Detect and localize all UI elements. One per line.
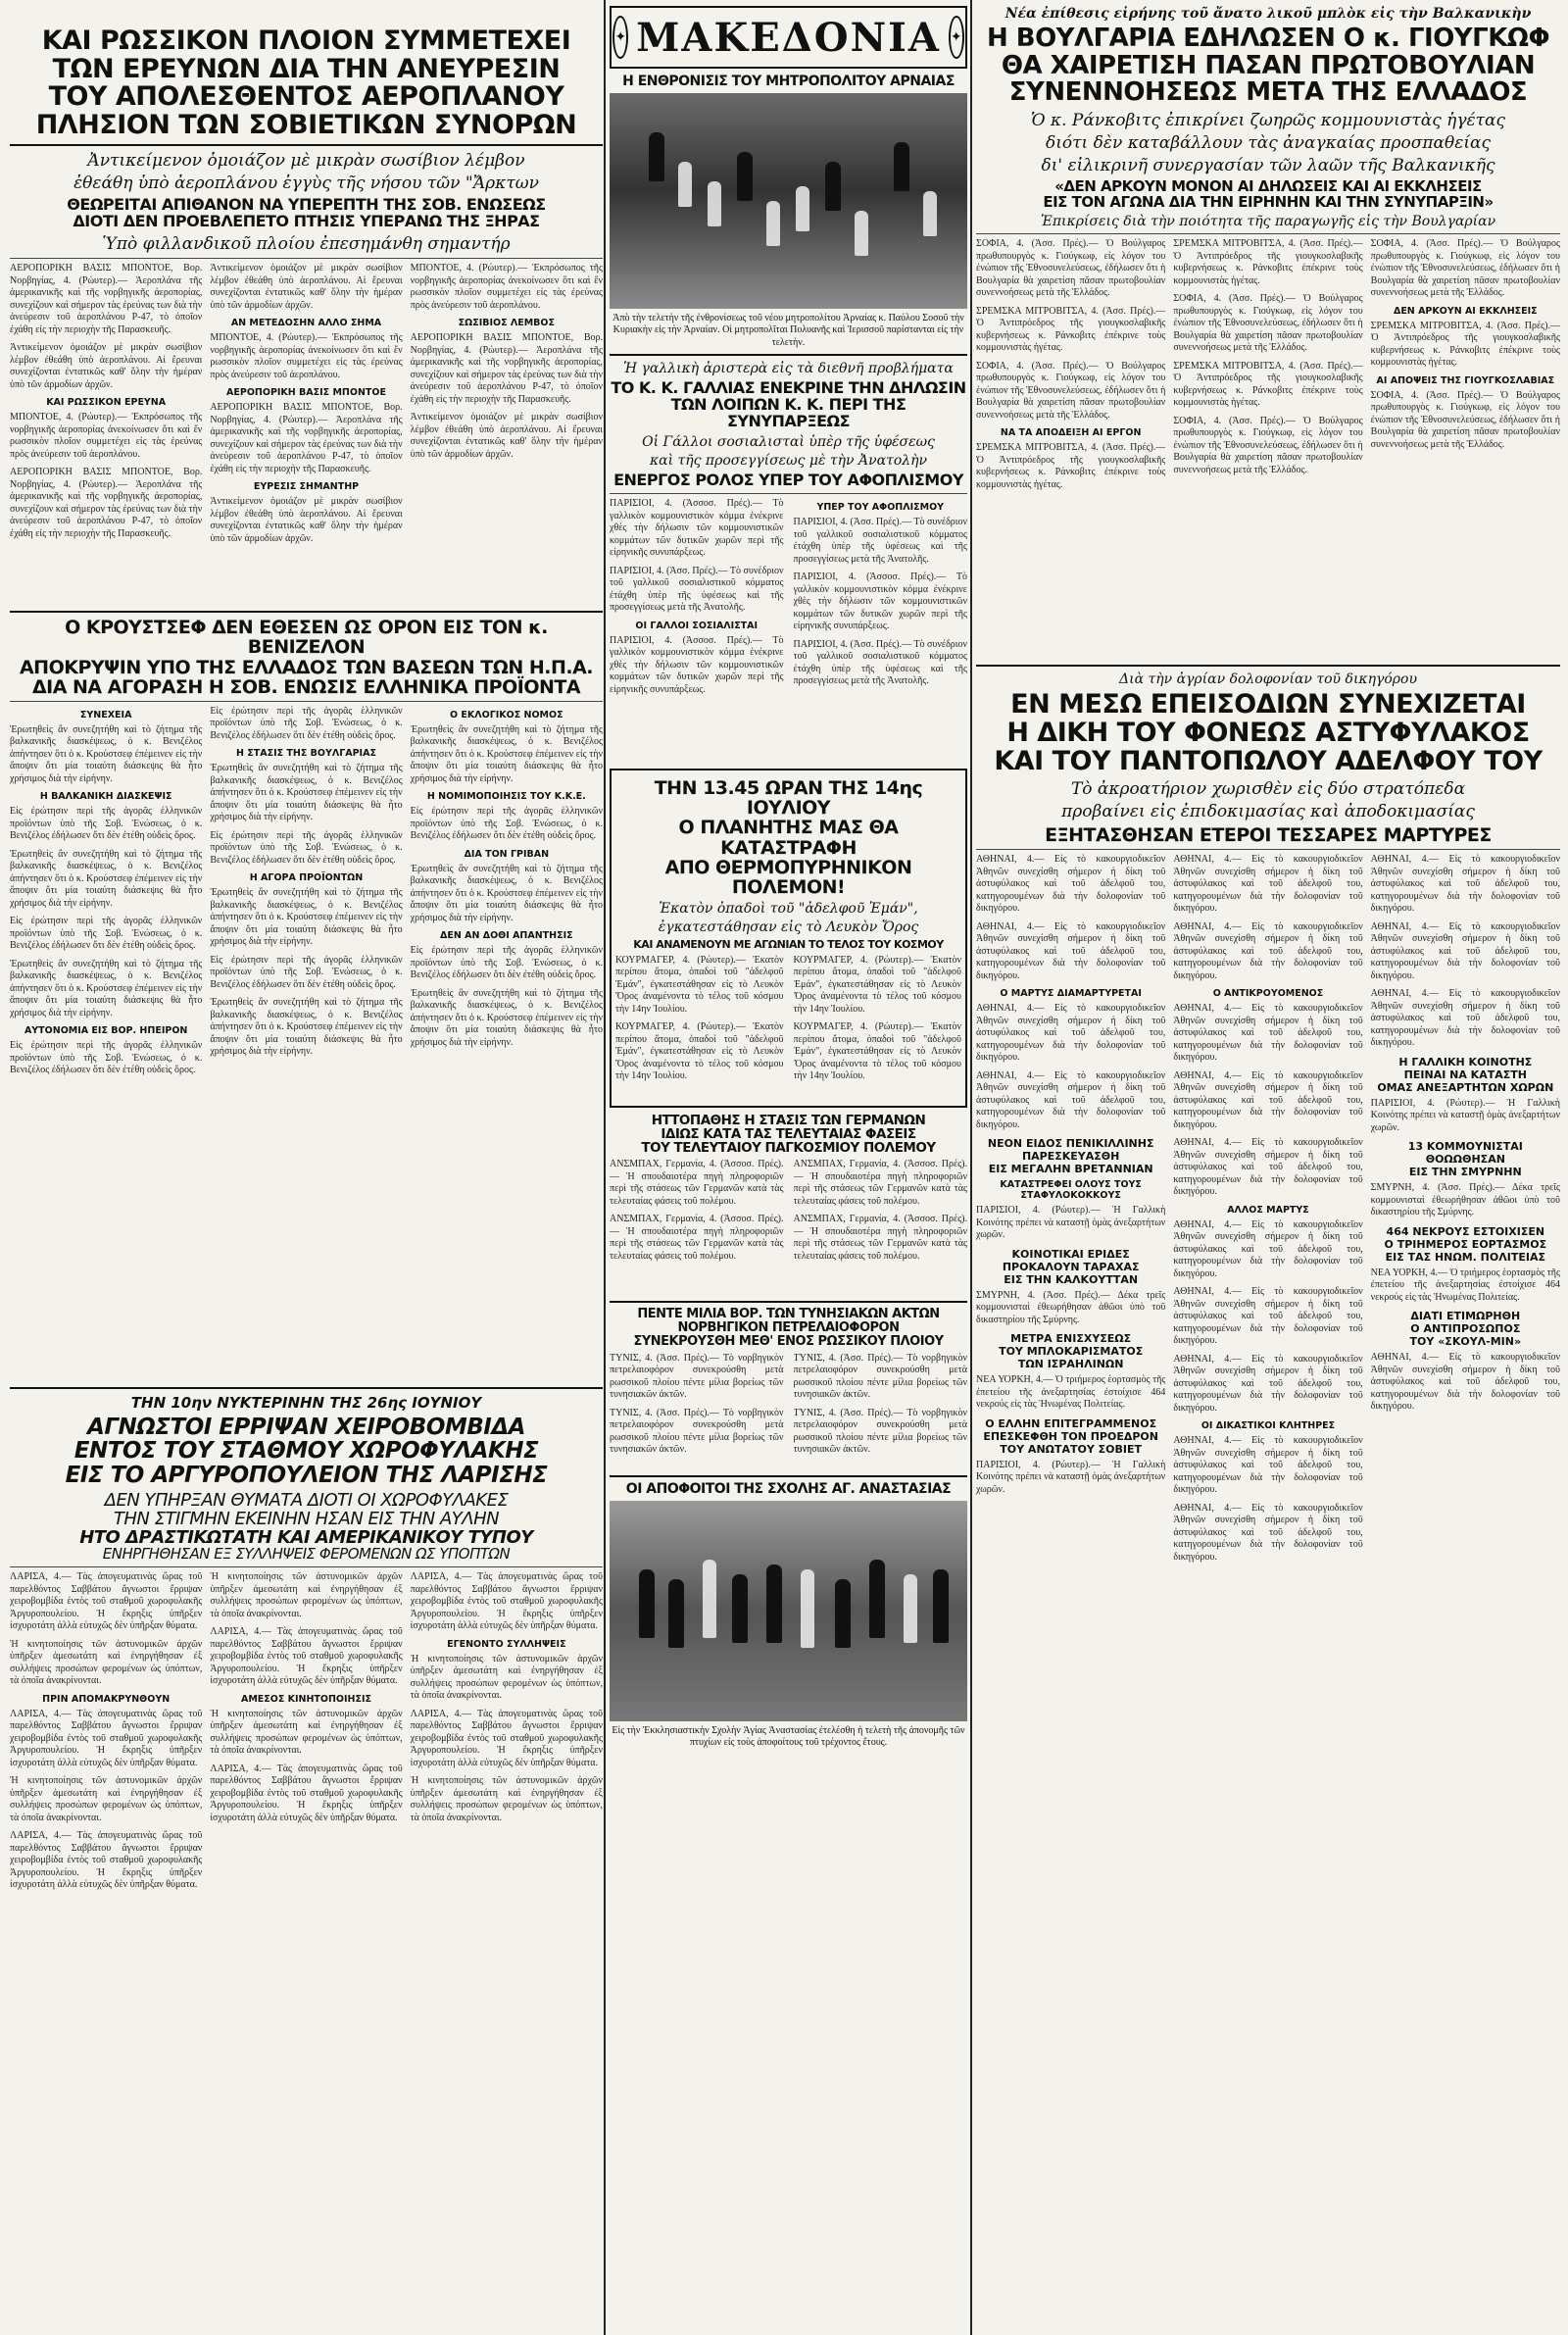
subheadline: Ἐπικρίσεις διὰ τὴν ποιότητα τῆς παραγωγῆς εἰς τὴν Βουλγαρίαν [1040, 214, 1496, 230]
section-heading: ΚΑΤΑΣΤΡΕΦΕΙ ΟΛΟΥΣ ΤΟΥΣ ΣΤΑΦΥΛΟΚΟΚΚΟΥΣ [1000, 1179, 1142, 1202]
deck-line: «ΔΕΝ ΑΡΚΟΥΝ ΜΟΝΟΝ ΑΙ ΔΗΛΩΣΕΙΣ ΚΑΙ ΑΙ ΕΚΚΛΗΣΕΙΣ [1054, 176, 1482, 195]
deck-line: ΔΙΟΤΙ ΔΕΝ ΠΡΟΕΒΛΕΠΕΤΟ ΠΤΗΣΙΣ ΥΠΕΡΑΝΩ ΤΗΣ ΞΗΡΑΣ [73, 212, 540, 231]
planet-headline [615, 778, 961, 897]
article-text: ΑΘΗΝΑΙ, 4.— Εἰς τὸ κακουργιοδικεῖον Ἀθηνῶν συνεχίσθη σήμερον ἡ δίκη τοῦ ἀστυφύλακος καὶ τοῦ ἀδελφοῦ του, κατηγορουμένων διὰ τὴν δολοφονίαν τοῦ δικηγόρου. [976, 854, 1166, 915]
article-text: ΚΟΥΡΜΑΓΕΡ, 4. (Ρώυτερ).— Ἑκατὸν περίπου ἄτομα, ὀπαδοὶ τοῦ "ἀδελφοῦ Ἐμάν", ἐγκατεστάθησαν εἰς τὸ Λευκὸν Ὄρος ἀναμένοντα τὸ τέλος τοῦ κόσμου τὴν 14ην Ἰουλίου. [615, 954, 784, 1015]
article-col [1173, 854, 1362, 2069]
article-text: Εἰς ἐρώτησιν περὶ τῆς ἀγορᾶς ἑλληνικῶν προϊόντων ὑπὸ τῆς Σοβ. Ἑνώσεως, ὁ κ. Βενιζέλος ἐδήλωσεν ὅτι δὲν ἐτέθη οὐδεὶς ὅρος. [210, 954, 403, 990]
heading-line: ΜΕΤΡΑ ΕΝΙΣΧΥΣΕΩΣ [1010, 1332, 1132, 1346]
photo-caption: Ἀπὸ τὴν τελετὴν τῆς ἐνθρονίσεως τοῦ νέου μητροπολίτου Ἀρναίας κ. Παύλου Σοσοῦ τὴν Κυριακὴν εἰς τὴν Ἀρναίαν. Οἱ μητροπολῖται Πολυανῆς καὶ Ἱερισσοῦ παρίστανται εἰς τὴν τελετὴν. [612, 312, 964, 348]
dead-heading [1371, 1225, 1560, 1264]
right-headline [976, 25, 1560, 107]
article-col [610, 498, 784, 763]
enthronement-photo [610, 93, 967, 309]
article-columns [610, 1353, 967, 1470]
article-text: ΣΡΕΜΣΚΑ ΜΙΤΡΟΒΙΤΣΑ, 4. (Ἀσσ. Πρές).— Ὁ Ἀντιπρόεδρος τῆς γιουγκοσλαβικῆς κυβερνήσεως κ. Ράνκοβιτς ἐπέκρινε τοὺς κομμουνιστὰς ἡγέτας. [1173, 238, 1363, 286]
article-text: Ἡ κινητοποίησις τῶν ἀστυνομικῶν ἀρχῶν ὑπῆρξεν ἀμεσωτάτη καὶ ἐνηργήθησαν ἐξ συλλήψεις προσώπων φερομένων ὡς ὑπόπτων, τὰ ὁποῖα ἀνακρίνονται. [410, 1775, 603, 1823]
article-text: Ἐρωτηθεὶς ἂν συνεζητήθη καὶ τὸ ζήτημα τῆς βαλκανικῆς διασκέψεως, ὁ κ. Βενιζέλος ἀπήντησεν ὅτι ὁ κ. Κρούστσεφ ἐπέμεινεν εἰς τὴν ἄποψιν ὅτι μία τοιαύτη διάσκεψις θὰ ἦτο χρήσιμος διὰ τὴν εἰρήνην. [210, 763, 403, 823]
article-col [794, 498, 968, 763]
article-text: ΜΠΟΝΤΟΕ, 4. (Ρώυτερ).— Ἐκπρόσωπος τῆς νορβηγικῆς ἀεροπορίας ἀνεκοίνωσεν ὅτι καὶ ἕν ρωσσικὸν πλοῖον συμμετέχει εἰς τὰς ἐρεύνας πρὸς ἀνεύρεσιν τοῦ ἀεροπλάνου. [10, 412, 203, 460]
heading-line: ΤΟΥ ΜΠΛΟΚΑΡΙΣΜΑΤΟΣ [999, 1345, 1144, 1359]
article-text: ΛΑΡΙΣΑ, 4.— Τὰς ἀπογευματινὰς ὥρας τοῦ παρελθόντος Σαββάτου ἄγνωστοι ἔρριψαν χειροβομβίδα ἐντὸς τοῦ σταθμοῦ χωροφυλακῆς Ἀργυροπουλείου. Ἡ ἔκρηξις ὑπῆρξεν ἰσχυροτάτη ἀλλὰ εὐτυχῶς δὲν ὑπῆρξαν θύματα. [410, 1571, 603, 1632]
headline-line: ΕΙΣ ΤΟ ΑΡΓΥΡΟΠΟΥΛΕΙΟΝ ΤΗΣ ΛΑΡΙΣΗΣ [65, 1462, 548, 1488]
article-text: ΣΜΥΡΝΗ, 4. (Ἀσσ. Πρές).— Δέκα τρεῖς κομμουνισταὶ ἐθεωρήθησαν ἀθῶοι ὑπὸ τοῦ δικαστηρίου τῆς Σμύρνης. [976, 1289, 1166, 1325]
left-deck [10, 197, 603, 230]
article-text: Εἰς ἐρώτησιν περὶ τῆς ἀγορᾶς ἑλληνικῶν προϊόντων ὑπὸ τῆς Σοβ. Ἑνώσεως, ὁ κ. Βενιζέλος ἐδήλωσεν ὅτι δὲν ἐτέθη οὐδεὶς ὅρος. [210, 829, 403, 866]
headline-line: ΑΠΟ ΘΕΡΜΟΠΥΡΗΝΙΚΟΝ ΠΟΛΕΜΟΝ! [664, 856, 912, 898]
article-text: Ἐρωτηθεὶς ἂν συνεζητήθη καὶ τὸ ζήτημα τῆς βαλκανικῆς διασκέψεως, ὁ κ. Βενιζέλος ἀπήντησεν ὅτι ὁ κ. Κρούστσεφ ἐπέμεινεν εἰς τὴν ἄποψιν ὅτι μία τοιαύτη διάσκεψις θὰ ἦτο χρήσιμος διὰ τὴν εἰρήνην. [10, 848, 203, 909]
article-text: ΣΡΕΜΣΚΑ ΜΙΤΡΟΒΙΤΣΑ, 4. (Ἀσσ. Πρές).— Ὁ Ἀντιπρόεδρος τῆς γιουγκοσλαβικῆς κυβερνήσεως κ. Ράνκοβιτς ἐπέκρινε τοὺς κομμουνιστὰς ἡγέτας. [1370, 320, 1560, 369]
french-heading [1371, 1056, 1560, 1094]
deck-line: ΕΝΗΡΓΗΘΗΣΑΝ ΕΞ ΣΥΛΛΗΨΕΙΣ ΦΕΡΟΜΕΝΩΝ ΩΣ ΥΠΟΠΤΩΝ [102, 1545, 511, 1564]
article-text: ΑΘΗΝΑΙ, 4.— Εἰς τὸ κακουργιοδικεῖον Ἀθηνῶν συνεχίσθη σήμερον ἡ δίκη τοῦ ἀστυφύλακος καὶ τοῦ ἀδελφοῦ του, κατηγορουμένων διὰ τὴν δολοφονίαν τοῦ δικηγόρου. [1173, 1069, 1363, 1130]
article-text: ΑΘΗΝΑΙ, 4.— Εἰς τὸ κακουργιοδικεῖον Ἀθηνῶν συνεχίσθη σήμερον ἡ δίκη τοῦ ἀστυφύλακος καὶ τοῦ ἀδελφοῦ του, κατηγορουμένων διὰ τὴν δολοφονίαν τοῦ δικηγόρου. [976, 920, 1166, 981]
article-text: ΤΥΝΙΣ, 4. (Ἀσσ. Πρές).— Τὸ νορβηγικὸν πετρελαιοφόρον συνεκρούσθη μετὰ ρωσσικοῦ πλοίου πέντε μίλια βορείως τῶν τυνησιακῶν ἀκτῶν. [610, 1407, 784, 1456]
section-heading: ΑΙ ΑΠΟΨΕΙΣ ΤΗΣ ΓΙΟΥΓΚΟΣΛΑΒΙΑΣ [1376, 374, 1555, 386]
deck-line: ΘΕΩΡΕΙΤΑΙ ΑΠΙΘΑΝΟΝ ΝΑ ΥΠΕΡΕΠΤΗ ΤΗΣ ΣΟΒ. ΕΝΩΣΕΩΣ [67, 195, 546, 215]
section-heading: ΔΕΝ ΑΝ ΔΟΘΙ ΑΠΑΝΤΗΣΙΣ [440, 930, 573, 942]
article-text: ΤΥΝΙΣ, 4. (Ἀσσ. Πρές).— Τὸ νορβηγικὸν πετρελαιοφόρον συνεκρούσθη μετὰ ρωσσικοῦ πλοίου πέντε μίλια βορείως τῶν τυνησιακῶν ἀκτῶν. [793, 1407, 967, 1456]
article-text: ΜΠΟΝΤΟΕ, 4. (Ρώυτερ).— Ἐκπρόσωπος τῆς νορβηγικῆς ἀεροπορίας ἀνεκοίνωσεν ὅτι καὶ ἕν ρωσσικὸν πλοῖον συμμετέχει εἰς τὰς ἐρεύνας πρὸς ἀνεύρεσιν τοῦ ἀεροπλάνου. [210, 332, 403, 380]
article-text: Εἰς ἐρώτησιν περὶ τῆς ἀγορᾶς ἑλληνικῶν προϊόντων ὑπὸ τῆς Σοβ. Ἑνώσεως, ὁ κ. Βενιζέλος ἐδήλωσεν ὅτι δὲν ἐτέθη οὐδεὶς ὅρος. [10, 806, 203, 842]
section-heading: Η ΣΤΑΣΙΣ ΤΗΣ ΒΟΥΛΓΑΡΙΑΣ [236, 748, 376, 760]
right-deck [976, 176, 1560, 211]
section-heading: ΥΠΕΡ ΤΟΥ ΑΦΟΠΛΙΣΜΟΥ [816, 502, 945, 514]
divider [10, 1387, 603, 1389]
divider [10, 258, 603, 259]
article-text: Ἡ κινητοποίησις τῶν ἀστυνομικῶν ἀρχῶν ὑπῆρξεν ἀμεσωτάτη καὶ ἐνηργήθησαν ἐξ συλλήψεις προσώπων φερομένων ὡς ὑπόπτων, τὰ ὁποῖα ἀνακρίνονται. [10, 1775, 203, 1823]
section-heading: ΑΛΛΟΣ ΜΑΡΤΥΣ [1227, 1204, 1309, 1216]
article-col [794, 955, 962, 1102]
left-deck-3 [10, 1491, 603, 1563]
headline-line: ΤΩΝ ΛΟΙΠΩΝ Κ. Κ. ΠΕΡΙ ΤΗΣ ΣΥΝΥΠΑΡΞΕΩΣ [670, 395, 906, 431]
headline-line: ΤΩΝ ΕΡΕΥΝΩΝ ΔΙΑ ΤΗΝ ΑΝΕΥΡΕΣΙΝ [52, 53, 561, 84]
article-text: Ἀντικείμενον ὁμοιάζον μὲ μικρὰν σωσίβιον λέμβον ἐθεάθη ὑπὸ ἀεροπλάνου. Αἱ ἔρευναι συνεχίζονται ἐντατικῶς καθ' ὅλην τὴν ἡμέραν ὑπὸ τῶν ἀρμοδίων ἀρχῶν. [410, 412, 603, 460]
section-heading: Η ΝΟΜΙΜΟΠΟΙΗΣΙΣ ΤΟΥ Κ.Κ.Ε. [426, 791, 586, 803]
subheadline: Ἑκατὸν ὀπαδοὶ τοῦ "ἀδελφοῦ Ἐμάν", [659, 900, 918, 917]
section-heading: ΑΥΤΟΝΟΜΙΑ ΕΙΣ ΒΟΡ. ΗΠΕΙΡΟΝ [24, 1025, 188, 1037]
article-text: ΑΘΗΝΑΙ, 4.— Εἰς τὸ κακουργιοδικεῖον Ἀθηνῶν συνεχίσθη σήμερον ἡ δίκη τοῦ ἀστυφύλακος καὶ τοῦ ἀδελφοῦ του, κατηγορουμένων διὰ τὴν δολοφονίαν τοῦ δικηγόρου. [1370, 988, 1560, 1049]
divider [610, 354, 967, 356]
article-col [610, 1159, 784, 1296]
article-text: ΛΑΡΙΣΑ, 4.— Τὰς ἀπογευματινὰς ὥρας τοῦ παρελθόντος Σαββάτου ἄγνωστοι ἔρριψαν χειροβομβίδα ἐντὸς τοῦ σταθμοῦ χωροφυλακῆς Ἀργυροπουλείου. Ἡ ἔκρηξις ὑπῆρξεν ἰσχυροτάτη ἀλλὰ εὐτυχῶς δὲν ὑπῆρξαν θύματα. [210, 1763, 403, 1823]
divider [10, 144, 603, 146]
section-heading: Ο ΑΝΤΙΚΡΟΥΟΜΕΝΟΣ [1212, 988, 1324, 1000]
headline-line: ΝΟΡΒΗΓΙΚΟΝ ΠΕΤΡΕΛΑΙΟΦΟΡΟΝ [677, 1320, 900, 1336]
article-text: ΑΕΡΟΠΟΡΙΚΗ ΒΑΣΙΣ ΜΠΟΝΤΟΕ, Βορ. Νορβηγίας, 4. (Ρώυτερ).— Ἀεροπλάνα τῆς ἀμερικανικῆς καὶ τῆς νορβηγικῆς ἀεροπορίας, συνεχίζουν καὶ σήμερον τὰς ἐρεύνας των διὰ τὴν ἀνεύρεσιν τοῦ ἀεροπλάνου P-47, τὸ ὁποῖον ἐχάθη εἰς τὴν περιοχὴν τῆς Παρασκευῆς. [210, 402, 403, 474]
heading-line: ΕΙΣ ΤΗΝ ΣΜΥΡΝΗΝ [1408, 1166, 1522, 1179]
headline-line: ΤΟΥ ΑΠΟΛΕΣΘΕΝΤΟΣ ΑΕΡΟΠΛΑΝΟΥ [48, 81, 564, 113]
article-text: ΑΝΣΜΠΑΧ, Γερμανία, 4. (Ἀσσοσ. Πρές).— Ἡ σπουδαιοτέρα πηγὴ πληροφοριῶν περὶ τῆς στάσεως τῶν Γερμανῶν κατὰ τὰς τελευταίας φάσεις τοῦ πολέμου. [793, 1159, 967, 1207]
subheadline: Ὁ κ. Ράνκοβιτς ἐπικρίνει ζωηρῶς κομμουνιστὰς ἡγέτας [1030, 110, 1506, 130]
left-column [10, 0, 603, 2160]
communists-heading [1371, 1140, 1560, 1178]
masthead [610, 6, 967, 69]
article-text: ΣΟΦΙΑ, 4. (Ἀσσ. Πρές).— Ὁ Βούλγαρος πρωθυπουργὸς κ. Γιούγκωφ, εἰς λόγον του ἐνώπιον τῆς Ἐθνοσυνελεύσεως, ἐδήλωσεν ὅτι ἡ Βουλγαρία θὰ χαιρετίση πᾶσαν πρωτοβουλίαν συνεννοήσεως μετὰ τῆς Ἑλλάδος. [976, 238, 1166, 299]
headline-line: Η ΔΙΚΗ ΤΟΥ ΦΟΝΕΩΣ ΑΣΤΥΦΥΛΑΚΟΣ [1006, 718, 1530, 749]
article-text: ΑΘΗΝΑΙ, 4.— Εἰς τὸ κακουργιοδικεῖον Ἀθηνῶν συνεχίσθη σήμερον ἡ δίκη τοῦ ἀστυφύλακος καὶ τοῦ ἀδελφοῦ του, κατηγορουμένων διὰ τὴν δολοφονίαν τοῦ δικηγόρου. [1173, 920, 1363, 981]
subheadline: δι' εἰλικρινῆ συνεργασίαν τῶν λαῶν τῆς Βαλκανικῆς [1041, 155, 1495, 175]
emblem-icon: ✦ [612, 16, 628, 59]
heading-line: 464 ΝΕΚΡΟΥΣ ΕΣΤΟΙΧΙΣΕΝ [1386, 1224, 1545, 1238]
article-columns [610, 498, 967, 763]
article-text: ΑΘΗΝΑΙ, 4.— Εἰς τὸ κακουργιοδικεῖον Ἀθηνῶν συνεχίσθη σήμερον ἡ δίκη τοῦ ἀστυφύλακος καὶ τοῦ ἀδελφοῦ του, κατηγορουμένων διὰ τὴν δολοφονίαν τοῦ δικηγόρου. [1370, 854, 1560, 915]
section-heading: ΑΕΡΟΠΟΡΙΚΗ ΒΑΣΙΣ ΜΠΟΝΤΟΕ [226, 387, 386, 399]
kicker: Νέα ἐπίθεσις εἰρήνης τοῦ ἄνατο λικοῦ μπλὸκ εἰς τὴν Βαλκανικὴν [1004, 6, 1532, 22]
heading-line: ΤΩΝ ΙΣΡΑΗΛΙΝΩΝ [1017, 1358, 1124, 1371]
headline-line: ΣΥΝΕΝΝΟΗΣΕΩΣ ΜΕΤΑ ΤΗΣ ΕΛΛΑΔΟΣ [1008, 77, 1528, 108]
article-text: ΣΡΕΜΣΚΑ ΜΙΤΡΟΒΙΤΣΑ, 4. (Ἀσσ. Πρές).— Ὁ Ἀντιπρόεδρος τῆς γιουγκοσλαβικῆς κυβερνήσεως κ. Ράνκοβιτς ἐπέκρινε τοὺς κομμουνιστὰς ἡγέτας. [976, 442, 1166, 490]
article-text: ΚΟΥΡΜΑΓΕΡ, 4. (Ρώυτερ).— Ἑκατὸν περίπου ἄτομα, ὀπαδοὶ τοῦ "ἀδελφοῦ Ἐμάν", ἐγκατεστάθησαν εἰς τὸ Λευκὸν Ὄρος ἀναμένοντα τὸ τέλος τοῦ κόσμου τὴν 14ην Ἰουλίου. [615, 1021, 784, 1082]
left-headline [10, 27, 603, 139]
article-text: ΛΑΡΙΣΑ, 4.— Τὰς ἀπογευματινὰς ὥρας τοῦ παρελθόντος Σαββάτου ἄγνωστοι ἔρριψαν χειροβομβίδα ἐντὸς τοῦ σταθμοῦ χωροφυλακῆς Ἀργυροπουλείου. Ἡ ἔκρηξις ὑπῆρξεν ἰσχυροτάτη ἀλλὰ εὐτυχῶς δὲν ὑπῆρξαν θύματα. [10, 1571, 203, 1632]
divider [976, 849, 1560, 850]
heading-line: ΕΙΣ ΤΑΣ ΗΝΩΜ. ΠΟΛΙΤΕΙΑΣ [1385, 1250, 1545, 1264]
photo-header: ΟΙ ΑΠΟΦΟΙΤΟΙ ΤΗΣ ΣΧΟΛΗΣ ΑΓ. ΑΝΑΣΤΑΣΙΑΣ [625, 1480, 952, 1497]
article-columns [10, 1571, 603, 2160]
heading-line: 13 ΚΟΜΜΟΥΝΙΣΤΑΙ [1407, 1140, 1523, 1154]
divider [610, 1475, 967, 1477]
article-col [976, 238, 1165, 660]
heading-line: ΠΡΟΚΑΛΟΥΝ ΤΑΡΑΧΑΣ [1002, 1260, 1140, 1273]
column-divider [604, 0, 606, 2335]
article-text: Εἰς ἐρώτησιν περὶ τῆς ἀγορᾶς ἑλληνικῶν προϊόντων ὑπὸ τῆς Σοβ. Ἑνώσεως, ὁ κ. Βενιζέλος ἐδήλωσεν ὅτι δὲν ἐτέθη οὐδεὶς ὅρος. [10, 1040, 203, 1076]
deck-line: ΤΗΝ ΣΤΙΓΜΗΝ ΕΚΕΙΝΗΝ ΗΣΑΝ ΕΙΣ ΤΗΝ ΑΥΛΗΝ [113, 1509, 500, 1530]
heading-line: ΕΙΣ ΜΕΓΑΛΗΝ ΒΡΕΤΑΝΝΙΑΝ [988, 1163, 1153, 1176]
headline-line: ΑΓΝΩΣΤΟΙ ΕΡΡΙΨΑΝ ΧΕΙΡΟΒΟΜΒΙΔΑ [87, 1414, 525, 1440]
right-column [976, 0, 1560, 2069]
subheadline: καὶ τῆς προσεγγίσεως μὲ τὴν Ἀνατολὴν [649, 453, 928, 470]
article-text: ΑΘΗΝΑΙ, 4.— Εἰς τὸ κακουργιοδικεῖον Ἀθηνῶν συνεχίσθη σήμερον ἡ δίκη τοῦ ἀστυφύλακος καὶ τοῦ ἀδελφοῦ του, κατηγορουμένων διὰ τὴν δολοφονίαν τοῦ δικηγόρου. [1173, 1435, 1363, 1496]
headline-line: Ο ΠΛΑΝΗΤΗΣ ΜΑΣ ΘΑ ΚΑΤΑΣΤΡΑΦΗ [678, 817, 899, 859]
article-text: ΣΟΦΙΑ, 4. (Ἀσσ. Πρές).— Ὁ Βούλγαρος πρωθυπουργὸς κ. Γιούγκωφ, εἰς λόγον του ἐνώπιον τῆς Ἐθνοσυνελεύσεως, ἐδήλωσεν ὅτι ἡ Βουλγαρία θὰ χαιρετίση πᾶσαν πρωτοβουλίαν συνεννοήσεως μετὰ τῆς Ἑλλάδος. [1173, 415, 1363, 475]
article-text: Ἡ κινητοποίησις τῶν ἀστυνομικῶν ἀρχῶν ὑπῆρξεν ἀμεσωτάτη καὶ ἐνηργήθησαν ἐξ συλλήψεις προσώπων φερομένων ὡς ὑπόπτων, τὰ ὁποῖα ἀνακρίνονται. [10, 1638, 203, 1687]
headline-line: ΔΙΑ ΝΑ ΑΓΟΡΑΣΗ Η ΣΟΒ. ΕΝΩΣΙΣ ΕΛΛΗΝΙΚΑ ΠΡΟΪΟΝΤΑ [31, 675, 581, 698]
article-text: ΤΥΝΙΣ, 4. (Ἀσσ. Πρές).— Τὸ νορβηγικὸν πετρελαιοφόρον συνεκρούσθη μετὰ ρωσσικοῦ πλοίου πέντε μίλια βορείως τῶν τυνησιακῶν ἀκτῶν. [610, 1352, 784, 1401]
article-text: ΑΘΗΝΑΙ, 4.— Εἰς τὸ κακουργιοδικεῖον Ἀθηνῶν συνεχίσθη σήμερον ἡ δίκη τοῦ ἀστυφύλακος καὶ τοῦ ἀδελφοῦ του, κατηγορουμένων διὰ τὴν δολοφονίαν τοῦ δικηγόρου. [1173, 1502, 1363, 1563]
article-text: ΑΕΡΟΠΟΡΙΚΗ ΒΑΣΙΣ ΜΠΟΝΤΟΕ, Βορ. Νορβηγίας, 4. (Ρώυτερ).— Ἀεροπλάνα τῆς ἀμερικανικῆς καὶ τῆς νορβηγικῆς ἀεροπορίας, συνεχίζουν καὶ σήμερον τὰς ἐρεύνας των διὰ τὴν ἀνεύρεσιν τοῦ ἀεροπλάνου P-47, τὸ ὁποῖον ἐχάθη εἰς τὴν περιοχὴν τῆς Παρασκευῆς. [410, 332, 603, 405]
article-text: ΑΘΗΝΑΙ, 4.— Εἰς τὸ κακουργιοδικεῖον Ἀθηνῶν συνεχίσθη σήμερον ἡ δίκη τοῦ ἀστυφύλακος καὶ τοῦ ἀδελφοῦ του, κατηγορουμένων διὰ τὴν δολοφονίαν τοῦ δικηγόρου. [1370, 1352, 1560, 1413]
article-text: ΑΘΗΝΑΙ, 4.— Εἰς τὸ κακουργιοδικεῖον Ἀθηνῶν συνεχίσθη σήμερον ἡ δίκη τοῦ ἀστυφύλακος καὶ τοῦ ἀδελφοῦ του, κατηγορουμένων διὰ τὴν δολοφονίαν τοῦ δικηγόρου. [976, 1069, 1166, 1130]
article-col [411, 706, 603, 1382]
article-text: ΑΘΗΝΑΙ, 4.— Εἰς τὸ κακουργιοδικεῖον Ἀθηνῶν συνεχίσθη σήμερον ἡ δίκη τοῦ ἀστυφύλακος καὶ τοῦ ἀδελφοῦ του, κατηγορουμένων διὰ τὴν δολοφονίαν τοῦ δικηγόρου. [1173, 1137, 1363, 1198]
article-col [411, 263, 603, 606]
why-heading [1371, 1310, 1560, 1348]
calcutta-heading [976, 1248, 1165, 1286]
article-col [794, 1159, 968, 1296]
section-heading: ΝΑ ΤΑ ΑΠΟΔΕΙΞΗ ΑΙ ΕΡΓΟΝ [1000, 427, 1142, 439]
left-headline-3 [10, 1416, 603, 1487]
article-text: Εἰς ἐρώτησιν περὶ τῆς ἀγορᾶς ἑλληνικῶν προϊόντων ὑπὸ τῆς Σοβ. Ἑνώσεως, ὁ κ. Βενιζέλος ἐδήλωσεν ὅτι δὲν ἐτέθη οὐδεὶς ὅρος. [410, 806, 603, 842]
heading-line: Η ΓΑΛΛΙΚΗ ΚΟΙΝΟΤΗΣ [1398, 1055, 1533, 1068]
article-text: ΠΑΡΙΣΙΟΙ, 4. (Ρώυτερ).— Ἡ Γαλλικὴ Κοινότης πρέπει νὰ καταστῇ ὁμὰς ἀνεξαρτήτων χωρῶν. [976, 1459, 1166, 1495]
article-text: Ἀντικείμενον ὁμοιάζον μὲ μικρὰν σωσίβιον λέμβον ἐθεάθη ὑπὸ ἀεροπλάνου. Αἱ ἔρευναι συνεχίζονται ἐντατικῶς καθ' ὅλην τὴν ἡμέραν ὑπὸ τῶν ἀρμοδίων ἀρχῶν. [210, 496, 403, 544]
article-text: ΜΠΟΝΤΟΕ, 4. (Ρώυτερ).— Ἐκπρόσωπος τῆς νορβηγικῆς ἀεροπορίας ἀνεκοίνωσεν ὅτι καὶ ἕν ρωσσικὸν πλοῖον συμμετέχει εἰς τὰς ἐρεύνας πρὸς ἀνεύρεσιν τοῦ ἀεροπλάνου. [410, 263, 603, 311]
newspaper-title: ΜΑΚΕΔΟΝΙΑ [636, 14, 941, 61]
center-headline [610, 380, 967, 430]
section-heading: Ο ΕΚΛΟΓΙΚΟΣ ΝΟΜΟΣ [450, 709, 564, 720]
section-heading: ΚΑΙ ΡΩΣΣΙΚΟΝ ΕΡΕΥΝΑ [46, 397, 167, 409]
germans-headline [610, 1114, 967, 1156]
headline-line: ΠΛΗΣΙΟΝ ΤΩΝ ΣΟΒΙΕΤΙΚΩΝ ΣΥΝΟΡΩΝ [35, 109, 577, 140]
article-text: ΑΘΗΝΑΙ, 4.— Εἰς τὸ κακουργιοδικεῖον Ἀθηνῶν συνεχίσθη σήμερον ἡ δίκη τοῦ ἀστυφύλακος καὶ τοῦ ἀδελφοῦ του, κατηγορουμένων διὰ τὴν δολοφονίαν τοῦ δικηγόρου. [1370, 920, 1560, 981]
headline-line: ΚΑΙ ΤΟΥ ΠΑΝΤΟΠΩΛΟΥ ΑΔΕΛΦΟΥ ΤΟΥ [994, 745, 1543, 776]
article-col [10, 263, 202, 606]
divider [976, 665, 1560, 667]
heading-line: ΟΜΑΣ ΑΝΕΞΑΡΤΗΤΩΝ ΧΩΡΩΝ [1377, 1080, 1554, 1094]
article-text: ΣΟΦΙΑ, 4. (Ἀσσ. Πρές).— Ὁ Βούλγαρος πρωθυπουργὸς κ. Γιούγκωφ, εἰς λόγον του ἐνώπιον τῆς Ἐθνοσυνελεύσεως, ἐδήλωσεν ὅτι ἡ Βουλγαρία θὰ χαιρετίση πᾶσαν πρωτοβουλίαν συνεννοήσεως μετὰ τῆς Ἑλλάδος. [1173, 293, 1363, 354]
article-text: ΛΑΡΙΣΑ, 4.— Τὰς ἀπογευματινὰς ὥρας τοῦ παρελθόντος Σαββάτου ἄγνωστοι ἔρριψαν χειροβομβίδα ἐντὸς τοῦ σταθμοῦ χωροφυλακῆς Ἀργυροπουλείου. Ἡ ἔκρηξις ὑπῆρξεν ἰσχυροτάτη ἀλλὰ εὐτυχῶς δὲν ὑπῆρξαν θύματα. [10, 1708, 203, 1768]
article-text: ΑΕΡΟΠΟΡΙΚΗ ΒΑΣΙΣ ΜΠΟΝΤΟΕ, Βορ. Νορβηγίας, 4. (Ρώυτερ).— Ἀεροπλάνα τῆς ἀμερικανικῆς καὶ τῆς νορβηγικῆς ἀεροπορίας, συνεχίζουν καὶ σήμερον τὰς ἐρεύνας των διὰ τὴν ἀνεύρεσιν τοῦ ἀεροπλάνου P-47, τὸ ὁποῖον ἐχάθη εἰς τὴν περιοχὴν τῆς Παρασκευῆς. [10, 263, 203, 335]
article-col [10, 1571, 202, 2160]
article-col [794, 1353, 968, 1470]
headline-line: Ο ΚΡΟΥΣΤΣΕΦ ΔΕΝ ΕΘΕΣΕΝ ΩΣ ΟΡΟΝ ΕΙΣ ΤΟΝ κ. ΒΕΝΙΖΕΛΟΝ [65, 617, 548, 659]
article-text: Εἰς ἐρώτησιν περὶ τῆς ἀγορᾶς ἑλληνικῶν προϊόντων ὑπὸ τῆς Σοβ. Ἑνώσεως, ὁ κ. Βενιζέλος ἐδήλωσεν ὅτι δὲν ἐτέθη οὐδεὶς ὅρος. [410, 945, 603, 981]
heading-line: ΔΙΑΤΙ ΕΤΙΜΩΡΗΘΗ [1410, 1310, 1521, 1323]
subheadline: Ὑπὸ φιλλανδικοῦ πλοίου ἐπεσημάνθη σημαντήρ [102, 234, 511, 255]
article-text: ΣΟΦΙΑ, 4. (Ἀσσ. Πρές).— Ὁ Βούλγαρος πρωθυπουργὸς κ. Γιούγκωφ, εἰς λόγον του ἐνώπιον τῆς Ἐθνοσυνελεύσεως, ἐδήλωσεν ὅτι ἡ Βουλγαρία θὰ χαιρετίση πᾶσαν πρωτοβουλίαν συνεννοήσεως μετὰ τῆς Ἑλλάδος. [976, 360, 1166, 421]
right-deck-2: ΕΞΗΤΑΣΘΗΣΑΝ ΕΤΕΡΟΙ ΤΕΣΣΑΡΕΣ ΜΑΡΤΥΡΕΣ [1045, 824, 1492, 847]
subheadline: ἐθεάθη ὑπὸ ἀεροπλάνου ἐγγὺς τῆς νήσου τῶν "Ἄρκτων [74, 174, 539, 194]
article-text: ΝΕΑ ΥΟΡΚΗ, 4.— Ὁ τριήμερος ἑορτασμὸς τῆς ἐπετείου τῆς ἀνεξαρτησίας ἐστοίχισε 464 νεκρούς εἰς τὰς Ἡνωμένας Πολιτείας. [1370, 1267, 1560, 1303]
article-text: ΑΘΗΝΑΙ, 4.— Εἰς τὸ κακουργιοδικεῖον Ἀθηνῶν συνεχίσθη σήμερον ἡ δίκη τοῦ ἀστυφύλακος καὶ τοῦ ἀδελφοῦ του, κατηγορουμένων διὰ τὴν δολοφονίαν τοῦ δικηγόρου. [1173, 854, 1363, 915]
headline-line: ΕΝ ΜΕΣΩ ΕΠΕΙΣΟΔΙΩΝ ΣΥΝΕΧΙΖΕΤΑΙ [1010, 689, 1526, 720]
article-text: ΣΟΦΙΑ, 4. (Ἀσσ. Πρές).— Ὁ Βούλγαρος πρωθυπουργὸς κ. Γιούγκωφ, εἰς λόγον του ἐνώπιον τῆς Ἐθνοσυνελεύσεως, ἐδήλωσεν ὅτι ἡ Βουλγαρία θὰ χαιρετίση πᾶσαν πρωτοβουλίαν συνεννοήσεως μετὰ τῆς Ἑλλάδος. [1370, 389, 1560, 450]
article-columns [976, 854, 1560, 2069]
headline-line: ΘΑ ΧΑΙΡΕΤΙΣΗ ΠΑΣΑΝ ΠΡΩΤΟΒΟΥΛΙΑΝ [1001, 50, 1536, 80]
headline-line: ΗΤΤΟΠΑΘΗΣ Η ΣΤΑΣΙΣ ΤΩΝ ΓΕΡΜΑΝΩΝ [651, 1112, 926, 1128]
subheadline: προβαίνει εἰς ἐπιδοκιμασίας καὶ ἀποδοκιμασίας [1061, 802, 1475, 822]
article-col [210, 1571, 402, 2160]
penicillin-heading [976, 1137, 1165, 1175]
headline-line: ΙΔΙΩΣ ΚΑΤΑ ΤΑΣ ΤΕΛΕΥΤΑΙΑΣ ΦΑΣΕΙΣ [661, 1125, 916, 1142]
article-text: ΠΑΡΙΣΙΟΙ, 4. (Ἀσσ. Πρές).— Τὸ συνέδριον τοῦ γαλλικοῦ σοσιαλιστικοῦ κόμματος ἐτάχθη ὑπὲρ τῆς ὑφέσεως καὶ τῆς προσεγγίσεως μετὰ τῆς Ἀνατολῆς. [793, 638, 967, 687]
disarmament-headline: ΕΝΕΡΓΟΣ ΡΟΛΟΣ ΥΠΕΡ ΤΟΥ ΑΦΟΠΛΙΣΜΟΥ [613, 471, 963, 490]
section-heading: ΣΩΣΙΒΙΟΣ ΛΕΜΒΟΣ [458, 318, 555, 329]
article-text: ΠΑΡΙΣΙΟΙ, 4. (Ἀσσοσ. Πρές).— Τὸ γαλλικὸν κομμουνιστικὸν κόμμα ἐνέκρινε χθὲς τὴν δήλωσιν τῶν κομμουνιστικῶν κομμάτων τῶν δυτικῶν χωρῶν περὶ τῆς εἰρηνικῆς συνυπάρξεως. [610, 634, 784, 695]
section-heading: ΣΥΝΕΧΕΙΑ [79, 709, 132, 720]
article-columns [10, 706, 603, 1382]
article-col [976, 854, 1165, 2069]
divider [10, 1566, 603, 1567]
subheadline: ἐγκατεστάθησαν εἰς τὸ Λευκὸν Ὄρος [658, 919, 919, 935]
section-heading: ΕΓΕΝΟΝΤΟ ΣΥΛΛΗΨΕΙΣ [447, 1638, 566, 1650]
section-heading: ΟΙ ΓΑΛΛΟΙ ΣΟΣΙΑΛΙΣΤΑΙ [635, 620, 759, 631]
article-col [1371, 238, 1560, 660]
section-heading: ΕΥΡΕΣΙΣ ΣΗΜΑΝΤΗΡ [253, 481, 360, 493]
planet-article [610, 769, 967, 1107]
heading-line: ΚΟΙΝΟΤΙΚΑΙ ΕΡΙΔΕΣ [1011, 1247, 1130, 1261]
headline-line: ΤΗΝ 13.45 ΩΡΑΝ ΤΗΣ 14ης ΙΟΥΛΙΟΥ [654, 777, 923, 820]
article-col [10, 706, 202, 1382]
photo-caption: Εἰς τὴν Ἐκκλησιαστικὴν Σχολὴν Ἁγίας Ἀναστασίας ἐτελέσθη ἡ τελετὴ τῆς ἀπονομῆς τῶν πτυχίων εἰς τοὺς ἀποφοίτους τοῦ τρέχοντος ἔτους. [612, 1724, 965, 1749]
divider [10, 701, 603, 702]
article-text: Εἰς ἐρώτησιν περὶ τῆς ἀγορᾶς ἑλληνικῶν προϊόντων ὑπὸ τῆς Σοβ. Ἑνώσεως, ὁ κ. Βενιζέλος ἐδήλωσεν ὅτι δὲν ἐτέθη οὐδεὶς ὅρος. [210, 705, 403, 741]
article-col [615, 955, 784, 1102]
heading-line: ΤΟΥ «ΣΚΟΥΛ-ΜΙΝ» [1409, 1335, 1522, 1349]
article-col [210, 263, 402, 606]
article-text: ΣΡΕΜΣΚΑ ΜΙΤΡΟΒΙΤΣΑ, 4. (Ἀσσ. Πρές).— Ὁ Ἀντιπρόεδρος τῆς γιουγκοσλαβικῆς κυβερνήσεως κ. Ράνκοβιτς ἐπέκρινε τοὺς κομμουνιστὰς ἡγέτας. [1173, 360, 1363, 409]
headline-line: ΚΑΙ ΡΩΣΣΙΚΟΝ ΠΛΟΙΟΝ ΣΥΜΜΕΤΕΧΕΙ [41, 25, 571, 56]
heading-line: ΠΑΡΕΣΚΕΥΑΣΘΗ [1021, 1150, 1120, 1164]
article-text: Ἀντικείμενον ὁμοιάζον μὲ μικρὰν σωσίβιον λέμβον ἐθεάθη ὑπὸ ἀεροπλάνου. Αἱ ἔρευναι συνεχίζονται ἐντατικῶς καθ' ὅλην τὴν ἡμέραν ὑπὸ τῶν ἀρμοδίων ἀρχῶν. [10, 342, 203, 390]
left-headline-2 [10, 618, 603, 697]
article-text: Ἐρωτηθεὶς ἂν συνεζητήθη καὶ τὸ ζήτημα τῆς βαλκανικῆς διασκέψεως, ὁ κ. Βενιζέλος ἀπήντησεν ὅτι ὁ κ. Κρούστσεφ ἐπέμεινεν εἰς τὴν ἄποψιν ὅτι μία τοιαύτη διάσκεψις θὰ ἦτο χρήσιμος διὰ τὴν εἰρήνην. [410, 863, 603, 923]
article-text: Ἐρωτηθεὶς ἂν συνεζητήθη καὶ τὸ ζήτημα τῆς βαλκανικῆς διασκέψεως, ὁ κ. Βενιζέλος ἀπήντησεν ὅτι ὁ κ. Κρούστσεφ ἐπέμεινεν εἰς τὴν ἄποψιν ὅτι μία τοιαύτη διάσκεψις θὰ ἦτο χρήσιμος διὰ τὴν εἰρήνην. [210, 887, 403, 948]
article-text: ΛΑΡΙΣΑ, 4.— Τὰς ἀπογευματινὰς ὥρας τοῦ παρελθόντος Σαββάτου ἄγνωστοι ἔρριψαν χειροβομβίδα ἐντὸς τοῦ σταθμοῦ χωροφυλακῆς Ἀργυροπουλείου. Ἡ ἔκρηξις ὑπῆρξεν ἰσχυροτάτη ἀλλὰ εὐτυχῶς δὲν ὑπῆρξαν θύματα. [410, 1708, 603, 1768]
center-column [610, 0, 967, 1754]
section-heading: ΑΝ ΜΕΤΕΔΟΣΗΝ ΑΛΛΟ ΣΗΜΑ [230, 318, 382, 329]
subheadline: ΚΑΙ ΑΝΑΜΕΝΟΥΝ ΜΕ ΑΓΩΝΙΑΝ ΤΟ ΤΕΛΟΣ ΤΟΥ ΚΟΣΜΟΥ [633, 937, 944, 951]
section-heading: ΟΙ ΔΙΚΑΣΤΙΚΟΙ ΚΛΗΤΗΡΕΣ [1200, 1420, 1336, 1432]
article-text: ΑΘΗΝΑΙ, 4.— Εἰς τὸ κακουργιοδικεῖον Ἀθηνῶν συνεχίσθη σήμερον ἡ δίκη τοῦ ἀστυφύλακος καὶ τοῦ ἀδελφοῦ του, κατηγορουμένων διὰ τὴν δολοφονίαν τοῦ δικηγόρου. [976, 1003, 1166, 1064]
article-text: ΑΕΡΟΠΟΡΙΚΗ ΒΑΣΙΣ ΜΠΟΝΤΟΕ, Βορ. Νορβηγίας, 4. (Ρώυτερ).— Ἀεροπλάνα τῆς ἀμερικανικῆς καὶ τῆς νορβηγικῆς ἀεροπορίας, συνεχίζουν καὶ σήμερον τὰς ἐρεύνας των διὰ τὴν ἀνεύρεσιν τοῦ ἀεροπλάνου P-47, τὸ ὁποῖον ἐχάθη εἰς τὴν περιοχὴν τῆς Παρασκευῆς. [10, 467, 203, 539]
heading-line: ΝΕΟΝ ΕΙΔΟΣ ΠΕΝΙΚΙΛΛΙΝΗΣ [987, 1137, 1154, 1151]
headline-line: ΠΕΝΤΕ ΜΙΛΙΑ ΒΟΡ. ΤΩΝ ΤΥΝΗΣΙΑΚΩΝ ΑΚΤΩΝ [637, 1307, 940, 1322]
article-text: Ἀντικείμενον ὁμοιάζον μὲ μικρὰν σωσίβιον λέμβον ἐθεάθη ὑπὸ ἀεροπλάνου. Αἱ ἔρευναι συνεχίζονται ἐντατικῶς καθ' ὅλην τὴν ἡμέραν ὑπὸ τῶν ἀρμοδίων ἀρχῶν. [210, 263, 403, 311]
section-heading: Ο ΜΑΡΤΥΣ ΔΙΑΜΑΡΤΥΡΕΤΑΙ [1000, 988, 1142, 1000]
article-text: ΣΜΥΡΝΗ, 4. (Ἀσσ. Πρές).— Δέκα τρεῖς κομμουνισταὶ ἐθεωρήθησαν ἀθῶοι ὑπὸ τοῦ δικαστηρίου τῆς Σμύρνης. [1370, 1182, 1560, 1218]
article-text: Ἐρωτηθεὶς ἂν συνεζητήθη καὶ τὸ ζήτημα τῆς βαλκανικῆς διασκέψεως, ὁ κ. Βενιζέλος ἀπήντησεν ὅτι ὁ κ. Κρούστσεφ ἐπέμεινεν εἰς τὴν ἄποψιν ὅτι μία τοιαύτη διάσκεψις θὰ ἦτο χρήσιμος διὰ τὴν εἰρήνην. [410, 987, 603, 1048]
deck-line: ΕΙΣ ΤΟΝ ΑΓΩΝΑ ΔΙΑ ΤΗΝ ΕΙΡΗΝΗΝ ΚΑΙ ΤΗΝ ΣΥΝΥΠΑΡΞΙΝ» [1043, 192, 1494, 211]
delegate-heading [976, 1417, 1165, 1456]
article-text: ΑΘΗΝΑΙ, 4.— Εἰς τὸ κακουργιοδικεῖον Ἀθηνῶν συνεχίσθη σήμερον ἡ δίκη τοῦ ἀστυφύλακος καὶ τοῦ ἀδελφοῦ του, κατηγορουμένων διὰ τὴν δολοφονίαν τοῦ δικηγόρου. [1173, 1003, 1363, 1064]
article-text: ΑΝΣΜΠΑΧ, Γερμανία, 4. (Ἀσσοσ. Πρές).— Ἡ σπουδαιοτέρα πηγὴ πληροφοριῶν περὶ τῆς στάσεως τῶν Γερμανῶν κατὰ τὰς τελευταίας φάσεις τοῦ πολέμου. [610, 1214, 784, 1262]
article-text: ΑΝΣΜΠΑΧ, Γερμανία, 4. (Ἀσσοσ. Πρές).— Ἡ σπουδαιοτέρα πηγὴ πληροφοριῶν περὶ τῆς στάσεως τῶν Γερμανῶν κατὰ τὰς τελευταίας φάσεις τοῦ πολέμου. [610, 1159, 784, 1207]
divider [610, 493, 967, 494]
article-columns [610, 1159, 967, 1296]
section-heading: ΔΕΝ ΑΡΚΟΥΝ ΑΙ ΕΚΚΛΗΣΕΙΣ [1393, 305, 1538, 317]
article-text: ΝΕΑ ΥΟΡΚΗ, 4.— Ὁ τριήμερος ἑορτασμὸς τῆς ἐπετείου τῆς ἀνεξαρτησίας ἐστοίχισε 464 νεκρούς εἰς τὰς Ἡνωμένας Πολιτείας. [976, 1374, 1166, 1411]
heading-line: ΕΙΣ ΤΗΝ ΚΑΛΚΟΥΤΤΑΝ [1004, 1272, 1139, 1286]
photo-header: Η ΕΝΘΡΟΝΙΣΙΣ ΤΟΥ ΜΗΤΡΟΠΟΛΙΤΟΥ ΑΡΝΑΙΑΣ [622, 74, 955, 89]
article-text: ΛΑΡΙΣΑ, 4.— Τὰς ἀπογευματινὰς ὥρας τοῦ παρελθόντος Σαββάτου ἄγνωστοι ἔρριψαν χειροβομβίδα ἐντὸς τοῦ σταθμοῦ χωροφυλακῆς Ἀργυροπουλείου. Ἡ ἔκρηξις ὑπῆρξεν ἰσχυροτάτη ἀλλὰ εὐτυχῶς δὲν ὑπῆρξαν θύματα. [210, 1626, 403, 1687]
heading-line: Ο ΕΛΛΗΝ ΕΠΙΤΕΓΡΑΜΜΕΝΟΣ [985, 1416, 1157, 1430]
article-text: Ἡ κινητοποίησις τῶν ἀστυνομικῶν ἀρχῶν ὑπῆρξεν ἀμεσωτάτη καὶ ἐνηργήθησαν ἐξ συλλήψεις προσώπων φερομένων ὡς ὑπόπτων, τὰ ὁποῖα ἀνακρίνονται. [410, 1653, 603, 1702]
headline-line: ΑΠΟΚΡΥΨΙΝ ΥΠΟ ΤΗΣ ΕΛΛΑΔΟΣ ΤΩΝ ΒΑΣΕΩΝ ΤΩΝ Η.Π.Α. [19, 656, 594, 678]
article-columns [976, 238, 1560, 660]
article-text: ΑΘΗΝΑΙ, 4.— Εἰς τὸ κακουργιοδικεῖον Ἀθηνῶν συνεχίσθη σήμερον ἡ δίκη τοῦ ἀστυφύλακος καὶ τοῦ ἀδελφοῦ του, κατηγορουμένων διὰ τὴν δολοφονίαν τοῦ δικηγόρου. [1173, 1353, 1363, 1414]
article-text: ΛΑΡΙΣΑ, 4.— Τὰς ἀπογευματινὰς ὥρας τοῦ παρελθόντος Σαββάτου ἄγνωστοι ἔρριψαν χειροβομβίδα ἐντὸς τοῦ σταθμοῦ χωροφυλακῆς Ἀργυροπουλείου. Ἡ ἔκρηξις ὑπῆρξεν ἰσχυροτάτη ἀλλὰ εὐτυχῶς δὲν ὑπῆρξαν θύματα. [10, 1830, 203, 1891]
article-text: Ἡ κινητοποίησις τῶν ἀστυνομικῶν ἀρχῶν ὑπῆρξεν ἀμεσωτάτη καὶ ἐνηργήθησαν ἐξ συλλήψεις προσώπων φερομένων ὡς ὑπόπτων, τὰ ὁποῖα ἀνακρίνονται. [210, 1708, 403, 1757]
headline-line: Η ΒΟΥΛΓΑΡΙΑ ΕΔΗΛΩΣΕΝ Ο κ. ΓΙΟΥΓΚΩΦ [986, 24, 1550, 53]
subheadline: Ἡ γαλλικὴ ἀριστερὰ εἰς τὰ διεθνῆ προβλήματα [623, 361, 954, 377]
article-columns [615, 955, 961, 1102]
tunisia-headline [610, 1308, 967, 1348]
article-text: ΠΑΡΙΣΙΟΙ, 4. (Ἀσσοσ. Πρές).— Τὸ γαλλικὸν κομμουνιστικὸν κόμμα ἐνέκρινε χθὲς τὴν δήλωσιν τῶν κομμουνιστικῶν κομμάτων τῶν δυτικῶν χωρῶν περὶ τῆς εἰρηνικῆς συνυπάρξεως. [610, 498, 784, 559]
graduates-photo [610, 1501, 967, 1721]
article-text: Ἐρωτηθεὶς ἂν συνεζητήθη καὶ τὸ ζήτημα τῆς βαλκανικῆς διασκέψεως, ὁ κ. Βενιζέλος ἀπήντησεν ὅτι ὁ κ. Κρούστσεφ ἐπέμεινεν εἰς τὴν ἄποψιν ὅτι μία τοιαύτη διάσκεψις θὰ ἦτο χρήσιμος διὰ τὴν εἰρήνην. [10, 958, 203, 1018]
heading-line: Ο ΤΡΙΗΜΕΡΟΣ ΕΟΡΤΑΣΜΟΣ [1384, 1237, 1547, 1251]
headline-line: ΕΝΤΟΣ ΤΟΥ ΣΤΑΘΜΟΥ ΧΩΡΟΦΥΛΑΚΗΣ [74, 1438, 539, 1465]
heading-line: ΠΕΙΝΑΙ ΝΑ ΚΑΤΑΣΤΗ [1403, 1068, 1527, 1081]
section-heading: Η ΑΓΟΡΑ ΠΡΟΪΟΝΤΩΝ [249, 872, 364, 884]
heading-line: ΕΠΕΣΚΕΦΘΗ ΤΟΝ ΠΡΟΕΔΡΟΝ [983, 1429, 1158, 1443]
kicker: Διὰ τὴν ἀγρίαν δολοφονίαν τοῦ δικηγόρου [1119, 671, 1417, 688]
kicker: ΤΗΝ 10ην ΝΥΚΤΕΡΙΝΗΝ ΤΗΣ 26ης ΙΟΥΝΙΟΥ [130, 1393, 482, 1412]
article-text: ΑΝΣΜΠΑΧ, Γερμανία, 4. (Ἀσσοσ. Πρές).— Ἡ σπουδαιοτέρα πηγὴ πληροφοριῶν περὶ τῆς στάσεως τῶν Γερμανῶν κατὰ τὰς τελευταίας φάσεις τοῦ πολέμου. [793, 1214, 967, 1262]
section-heading: ΔΙΑ ΤΟΝ ΓΡΙΒΑΝ [464, 848, 550, 860]
headline-line: ΤΟΥ ΤΕΛΕΥΤΑΙΟΥ ΠΑΓΚΟΣΜΙΟΥ ΠΟΛΕΜΟΥ [641, 1140, 936, 1157]
article-columns [10, 263, 603, 606]
article-text: ΠΑΡΙΣΙΟΙ, 4. (Ἀσσ. Πρές).— Τὸ συνέδριον τοῦ γαλλικοῦ σοσιαλιστικοῦ κόμματος ἐτάχθη ὑπὲρ τῆς ὑφέσεως καὶ τῆς προσεγγίσεως μετὰ τῆς Ἀνατολῆς. [610, 565, 784, 614]
article-text: ΑΘΗΝΑΙ, 4.— Εἰς τὸ κακουργιοδικεῖον Ἀθηνῶν συνεχίσθη σήμερον ἡ δίκη τοῦ ἀστυφύλακος καὶ τοῦ ἀδελφοῦ του, κατηγορουμένων διὰ τὴν δολοφονίαν τοῦ δικηγόρου. [1173, 1286, 1363, 1347]
article-col [210, 706, 402, 1382]
divider [10, 611, 603, 613]
headline-line: ΣΥΝΕΚΡΟΥΣΘΗ ΜΕΘ' ΕΝΟΣ ΡΩΣΣΙΚΟΥ ΠΛΟΙΟΥ [633, 1333, 944, 1349]
article-text: ΠΑΡΙΣΙΟΙ, 4. (Ρώυτερ).— Ἡ Γαλλικὴ Κοινότης πρέπει νὰ καταστῇ ὁμὰς ἀνεξαρτήτων χωρῶν. [1370, 1097, 1560, 1133]
article-col [1173, 238, 1362, 660]
article-col [1371, 854, 1560, 2069]
heading-line: Ο ΑΝΤΙΠΡΟΣΩΠΟΣ [1410, 1322, 1521, 1336]
section-heading: ΠΡΙΝ ΑΠΟΜΑΚΡΥΝΘΟΥΝ [42, 1693, 171, 1705]
article-text: ΚΟΥΡΜΑΓΕΡ, 4. (Ρώυτερ).— Ἑκατὸν περίπου ἄτομα, ὀπαδοὶ τοῦ "ἀδελφοῦ Ἐμάν", ἐγκατεστάθησαν εἰς τὸ Λευκὸν Ὄρος ἀναμένοντα τὸ τέλος τοῦ κόσμου τὴν 14ην Ἰουλίου. [793, 954, 961, 1015]
heading-line: ΘΟΩΩΘΗΣΑΝ [1425, 1153, 1505, 1167]
article-text: Ἐρωτηθεὶς ἂν συνεζητήθη καὶ τὸ ζήτημα τῆς βαλκανικῆς διασκέψεως, ὁ κ. Βενιζέλος ἀπήντησεν ὅτι ὁ κ. Κρούστσεφ ἐπέμεινεν εἰς τὴν ἄποψιν ὅτι μία τοιαύτη διάσκεψις θὰ ἦτο χρήσιμος διὰ τὴν εἰρήνην. [210, 997, 403, 1058]
divider [610, 1301, 967, 1303]
divider [976, 233, 1560, 234]
deck-line: ΗΤΟ ΔΡΑΣΤΙΚΩΤΑΤΗ ΚΑΙ ΑΜΕΡΙΚΑΝΙΚΟΥ ΤΥΠΟΥ [79, 1527, 533, 1549]
section-heading: ΑΜΕΣΟΣ ΚΙΝΗΤΟΠΟΙΗΣΙΣ [240, 1693, 372, 1705]
article-text: ΣΡΕΜΣΚΑ ΜΙΤΡΟΒΙΤΣΑ, 4. (Ἀσσ. Πρές).— Ὁ Ἀντιπρόεδρος τῆς γιουγκοσλαβικῆς κυβερνήσεως κ. Ράνκοβιτς ἐπέκρινε τοὺς κομμουνιστὰς ἡγέτας. [976, 305, 1166, 354]
article-col [610, 1353, 784, 1470]
section-heading: Η ΒΑΛΚΑΝΙΚΗ ΔΙΑΣΚΕΨΙΣ [39, 791, 172, 803]
article-text: ΠΑΡΙΣΙΟΙ, 4. (Ἀσσοσ. Πρές).— Τὸ γαλλικὸν κομμουνιστικὸν κόμμα ἐνέκρινε χθὲς τὴν δήλωσιν τῶν κομμουνιστικῶν κομμάτων τῶν δυτικῶν χωρῶν περὶ τῆς εἰρηνικῆς συνυπάρξεως. [793, 571, 967, 632]
israel-heading [976, 1332, 1165, 1370]
emblem-icon: ✦ [949, 16, 964, 59]
article-text: ΣΟΦΙΑ, 4. (Ἀσσ. Πρές).— Ὁ Βούλγαρος πρωθυπουργὸς κ. Γιούγκωφ, εἰς λόγον του ἐνώπιον τῆς Ἐθνοσυνελεύσεως, ἐδήλωσεν ὅτι ἡ Βουλγαρία θὰ χαιρετίση πᾶσαν πρωτοβουλίαν συνεννοήσεως μετὰ τῆς Ἑλλάδος. [1370, 238, 1560, 299]
heading-line: ΤΟΥ ΑΝΩΤΑΤΟΥ ΣΟΒΙΕΤ [1000, 1442, 1143, 1456]
subheadline: διότι δὲν καταβάλλουν τὰς ἀναγκαίας προσπαθείας [1045, 132, 1492, 153]
article-text: Εἰς ἐρώτησιν περὶ τῆς ἀγορᾶς ἑλληνικῶν προϊόντων ὑπὸ τῆς Σοβ. Ἑνώσεως, ὁ κ. Βενιζέλος ἐδήλωσεν ὅτι δὲν ἐτέθη οὐδεὶς ὅρος. [10, 916, 203, 952]
article-text: ΚΟΥΡΜΑΓΕΡ, 4. (Ρώυτερ).— Ἑκατὸν περίπου ἄτομα, ὀπαδοὶ τοῦ "ἀδελφοῦ Ἐμάν", ἐγκατεστάθησαν εἰς τὸ Λευκὸν Ὄρος ἀναμένοντα τὸ τέλος τοῦ κόσμου τὴν 14ην Ἰουλίου. [793, 1021, 961, 1082]
article-text: Ἐρωτηθεὶς ἂν συνεζητήθη καὶ τὸ ζήτημα τῆς βαλκανικῆς διασκέψεως, ὁ κ. Βενιζέλος ἀπήντησεν ὅτι ὁ κ. Κρούστσεφ ἐπέμεινεν εἰς τὴν ἄποψιν ὅτι μία τοιαύτη διάσκεψις θὰ ἦτο χρήσιμος διὰ τὴν εἰρήνην. [410, 723, 603, 784]
article-text: Ἐρωτηθεὶς ἂν συνεζητήθη καὶ τὸ ζήτημα τῆς βαλκανικῆς διασκέψεως, ὁ κ. Βενιζέλος ἀπήντησεν ὅτι ὁ κ. Κρούστσεφ ἐπέμεινεν εἰς τὴν ἄποψιν ὅτι μία τοιαύτη διάσκεψις θὰ ἦτο χρήσιμος διὰ τὴν εἰρήνην. [10, 723, 203, 784]
article-col [411, 1571, 603, 2160]
deck-line: ΔΕΝ ΥΠΗΡΞΑΝ ΘΥΜΑΤΑ ΔΙΟΤΙ ΟΙ ΧΩΡΟΦΥΛΑΚΕΣ [104, 1489, 509, 1511]
subheadline: Οἱ Γάλλοι σοσιαλισταὶ ὑπὲρ τῆς ὑφέσεως [642, 434, 935, 451]
column-divider [970, 0, 972, 2335]
right-headline-2 [976, 691, 1560, 775]
article-text: ΠΑΡΙΣΙΟΙ, 4. (Ἀσσ. Πρές).— Τὸ συνέδριον τοῦ γαλλικοῦ σοσιαλιστικοῦ κόμματος ἐτάχθη ὑπὲρ τῆς ὑφέσεως καὶ τῆς προσεγγίσεως μετὰ τῆς Ἀνατολῆς. [793, 517, 967, 565]
article-text: ΤΥΝΙΣ, 4. (Ἀσσ. Πρές).— Τὸ νορβηγικὸν πετρελαιοφόρον συνεκρούσθη μετὰ ρωσσικοῦ πλοίου πέντε μίλια βορείως τῶν τυνησιακῶν ἀκτῶν. [793, 1352, 967, 1401]
article-text: ΑΘΗΝΑΙ, 4.— Εἰς τὸ κακουργιοδικεῖον Ἀθηνῶν συνεχίσθη σήμερον ἡ δίκη τοῦ ἀστυφύλακος καὶ τοῦ ἀδελφοῦ του, κατηγορουμένων διὰ τὴν δολοφονίαν τοῦ δικηγόρου. [1173, 1218, 1363, 1279]
subheadline: Ἀντικείμενον ὁμοιάζον μὲ μικρὰν σωσίβιον λέμβον [87, 151, 525, 172]
article-text: Ἡ κινητοποίησις τῶν ἀστυνομικῶν ἀρχῶν ὑπῆρξεν ἀμεσωτάτη καὶ ἐνηργήθησαν ἐξ συλλήψεις προσώπων φερομένων ὡς ὑπόπτων, τὰ ὁποῖα ἀνακρίνονται. [210, 1571, 403, 1619]
headline-line: ΤΟ Κ. Κ. ΓΑΛΛΙΑΣ ΕΝΕΚΡΙΝΕ ΤΗΝ ΔΗΛΩΣΙΝ [611, 378, 966, 398]
article-text: ΠΑΡΙΣΙΟΙ, 4. (Ρώυτερ).— Ἡ Γαλλικὴ Κοινότης πρέπει νὰ καταστῇ ὁμὰς ἀνεξαρτήτων χωρῶν. [976, 1205, 1166, 1241]
subheadline: Τὸ ἀκροατήριον χωρισθὲν εἰς δύο στρατόπεδα [1070, 779, 1466, 800]
